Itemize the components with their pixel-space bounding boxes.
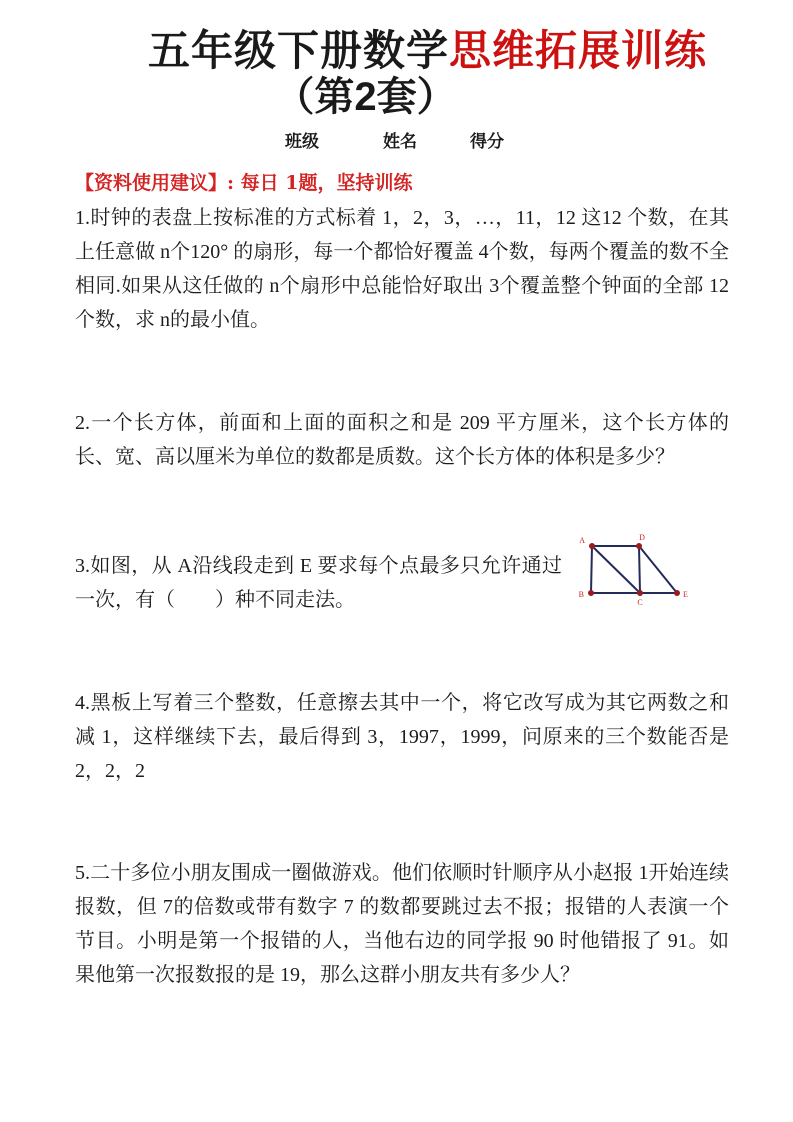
- question-5: 5.二十多位小朋友围成一圈做游戏。他们依顺时针顺序从小赵报 1开始连续报数，但 7的倍数或带有数字 7 的数都要跳过去不报；报错的人表演一个节目。小明是第一个报错的人，当他右边的同学报 90 时他错报了 91。如果他第一次报数报的是 19，那么这群小朋友共有多少人？: [75, 862, 729, 986]
- question-3-path-diagram: [576, 530, 696, 614]
- figure-edges: [591, 546, 677, 593]
- page-title-red-part: 思维拓展训练: [449, 27, 708, 74]
- figure-vertex-dot-D: [636, 543, 642, 549]
- usage-tip-text: 【资料使用建议】: 每日 1题，坚持训练: [75, 172, 413, 194]
- page-title-black-part: 五年级下册数学: [147, 27, 449, 74]
- question-4: 4.黑板上写着三个整数，任意擦去其中一个，将它改写成为其它两数之和减 1，这样继续下去，最后得到 3，1997，1999，问原来的三个数能否是 2，2，2: [75, 692, 729, 782]
- question-3: 3.如图，从 A沿线段走到 E 要求每个点最多只允许通过一次，有（ ）种不同走法。: [75, 555, 562, 611]
- class-field-label: 班级: [285, 132, 319, 151]
- figure-vertex-label-C: C: [637, 598, 643, 607]
- figure-vertex-dot-C: [637, 590, 643, 596]
- figure-edge-AB: [591, 546, 592, 593]
- figure-vertex-label-E: E: [683, 590, 688, 599]
- figure-edge-AC: [592, 546, 640, 593]
- score-field-label: 得分: [470, 132, 504, 151]
- question-2: 2.一个长方体，前面和上面的面积之和是 209 平方厘米，这个长方体的长、宽、高以厘米为单位的数都是质数。这个长方体的体积是多少？: [75, 412, 729, 468]
- figure-vertex-dot-E: [674, 590, 680, 596]
- figure-vertex-dot-B: [588, 590, 594, 596]
- question-1: 1.时钟的表盘上按标准的方式标着 1，2，3，…，11，12 这12 个数，在其上任意做 n个120° 的扇形，每一个都恰好覆盖 4个数，每两个覆盖的数不全相同.如果从这任做的 n个扇形中总能恰好取出 3个覆盖整个钟面的全部 12 个数，求 n的最小值。: [75, 207, 729, 331]
- figure-edge-DE: [639, 546, 677, 593]
- figure-vertex-label-B: B: [578, 590, 584, 599]
- name-field-label: 姓名: [383, 132, 417, 151]
- figure-vertex-label-A: A: [579, 536, 585, 545]
- figure-vertex-labels: [579, 533, 688, 607]
- page-title: [0, 26, 793, 76]
- figure-edge-DC: [639, 546, 640, 593]
- figure-vertex-dot-A: [589, 543, 595, 549]
- figure-vertex-label-D: D: [639, 533, 645, 542]
- page-subtitle-set-number: （第2套）: [274, 75, 457, 119]
